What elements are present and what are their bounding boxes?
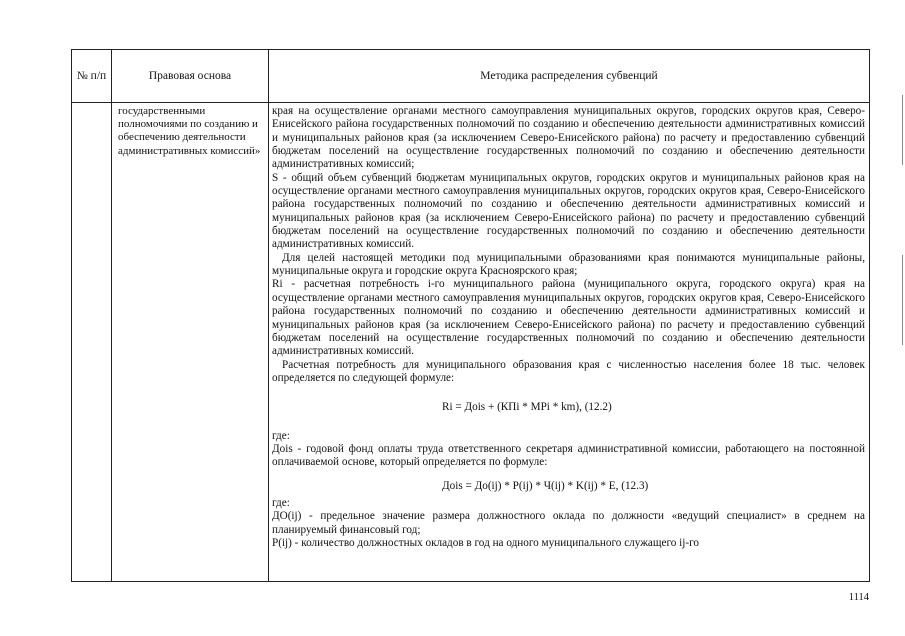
methodology-paragraph-3: Для целей настоящей методики под муниципальными образованиями края понимаются муниципальные районы, муниципальные округа и городские округа Красноярского края; bbox=[272, 251, 865, 278]
formula-12-3: Дoiѕ = Дo(ij) * P(ij) * Ч(ij) * K(ij) * E, (12.3) bbox=[442, 479, 649, 492]
page-number: 1114 bbox=[848, 592, 869, 603]
methodology-paragraph-5: Расчетная потребность для муниципального образования края с численностью населения более 18 тыс. человек определяется по следующей формуле: bbox=[272, 358, 865, 384]
where-label-1: где: bbox=[272, 429, 290, 442]
header-legal-basis: Правовая основа bbox=[112, 50, 269, 103]
where-label-2: где: bbox=[272, 496, 290, 509]
methodology-paragraph-4: Ri - расчетная потребность i-го муниципального района (муниципального округа, городского округа) края на осуществление органами местного самоуправления муниципальных округов, городских округов края, Северо-Енисейского района государственных полномочий по созданию и обеспечению деятельности административных комиссий и муниципальных районов края (за исключением Северо-Енисейского района) по расчету и предоставлению субвенций бюджетам поселений на осуществление государственных полномочий по созданию и обеспечению деятельности административных комиссий. bbox=[272, 278, 865, 358]
scan-edge-mark bbox=[902, 255, 903, 345]
formula-12-2: Ri = Дoiѕ + (КПi * МPi * km), (12.2) bbox=[442, 401, 612, 414]
methodology-paragraph-2: S - общий объем субвенций бюджетам муниципальных округов, городских округов и муниципальных районов края на осуществление органами местного самоуправления муниципальных округов, городских округов края, Северо-Енисейского района государственных полномочий по созданию и обеспечению деятельности административных комиссий и муниципальных районов края (за исключением Северо-Енисейского района) по расчету и предоставлению субвенций бюджетам поселений на осуществление государственных полномочий по созданию и обеспечению деятельности административных комиссий. bbox=[272, 171, 865, 251]
header-number: № п/п bbox=[72, 50, 112, 103]
table-header-row bbox=[72, 50, 870, 103]
methodology-paragraph-6: Дoiѕ - годовой фонд оплаты труда ответственного секретаря административной комиссии, работающего на постоянной оплачиваемой основе, который определяется по формуле: bbox=[272, 442, 865, 469]
header-methodology: Методика распределения субвенций bbox=[269, 50, 870, 103]
methodology-paragraph-7: ДО(ij) - предельное значение размера должностного оклада по должности «ведущий специалист» в среднем на планируемый финансовый год; bbox=[272, 510, 865, 536]
methodology-paragraph-8: P(ij) - количество должностных окладов в год на одного муниципального служащего ij-го bbox=[272, 536, 700, 549]
document-table bbox=[71, 49, 870, 582]
methodology-paragraph-1: края на осуществление органами местного самоуправления муниципальных округов, городских округов края, Северо-Енисейского района государственных полномочий по созданию и обеспечению деятельности административных комиссий и муниципальных районов края (за исключением Северо-Енисейского района) по расчету и предоставлению субвенций бюджетам поселений на осуществление государственных полномочий по созданию и обеспечению деятельности административных комиссий; bbox=[272, 105, 865, 171]
number-cell bbox=[72, 103, 112, 582]
legal-basis-cell: государственными полномочиями по созданию и обеспечению деятельности административных комиссий» bbox=[112, 103, 269, 582]
methodology-cell bbox=[269, 103, 870, 582]
scan-edge-mark bbox=[902, 95, 903, 165]
table-row bbox=[72, 103, 870, 582]
